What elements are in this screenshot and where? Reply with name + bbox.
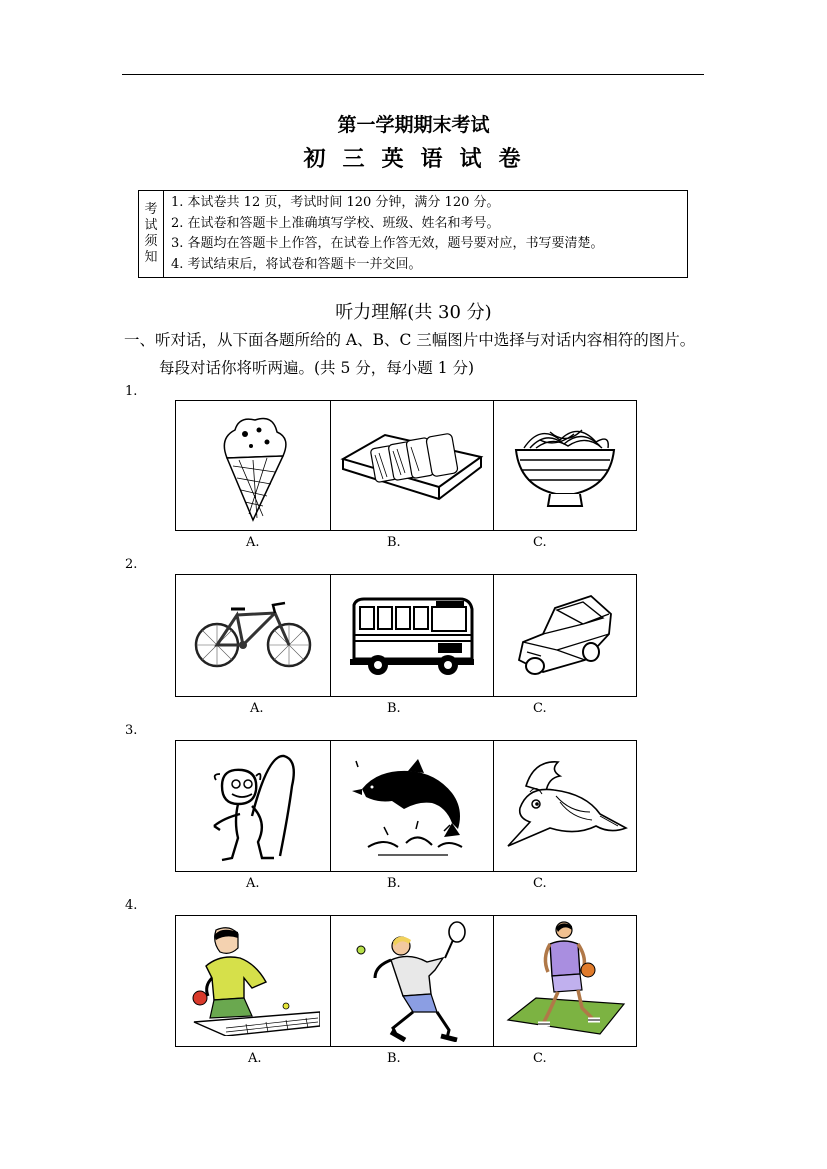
noodles-picture[interactable]: [493, 401, 636, 530]
notice-item: 4. 考试结束后，将试卷和答题卡一并交回。: [171, 256, 422, 272]
option-a-label: A.: [248, 1051, 262, 1066]
ice-cream-picture[interactable]: [176, 401, 330, 530]
noodle-bowl-icon: [510, 418, 620, 514]
section-title: 听力理解(共 30 分): [335, 302, 492, 323]
dolphin-icon: [348, 751, 476, 861]
table-tennis-picture[interactable]: [176, 916, 330, 1046]
section-instruction: 一、听对话，从下面各题所给的 A、B、C 三幅图片中选择与对话内容相符的图片。: [124, 331, 696, 349]
question-3-pictures: [175, 740, 637, 872]
option-b-label: B.: [387, 1051, 401, 1066]
notice-label-char: 试: [144, 218, 158, 233]
option-a-label: A.: [250, 701, 264, 716]
notice-item: 1. 本试卷共 12 页，考试时间 120 分钟，满分 120 分。: [171, 195, 500, 210]
question-number: 1.: [125, 384, 138, 399]
tennis-player-icon: [353, 920, 471, 1042]
exam-title: 第一学期期末考试: [337, 114, 490, 136]
exam-subtitle: 初三英语试卷: [303, 146, 538, 172]
bread-slices-icon: [339, 421, 485, 511]
bus-picture[interactable]: [330, 575, 493, 696]
bird-icon: [500, 756, 630, 856]
dolphin-picture[interactable]: [330, 741, 493, 871]
ice-cream-icon: [213, 408, 293, 524]
bread-picture[interactable]: [330, 401, 493, 530]
tennis-picture[interactable]: [330, 916, 493, 1046]
notice-list: [164, 191, 687, 277]
bicycle-icon: [193, 601, 313, 671]
notice-label-char: 考: [144, 202, 158, 217]
option-b-label: B.: [387, 876, 401, 891]
question-number: 4.: [125, 898, 138, 913]
notice-item: 3. 各题均在答题卡上作答，在试卷上作答无效，题号要对应，书写要清楚。: [171, 236, 604, 251]
question-number: 3.: [125, 723, 138, 738]
car-picture[interactable]: [493, 575, 636, 696]
table-tennis-player-icon: [186, 926, 320, 1036]
exam-notice-box: [138, 190, 688, 278]
notice-label: [139, 191, 164, 277]
basketball-picture[interactable]: [493, 916, 636, 1046]
option-a-label: A.: [246, 535, 260, 550]
header-rule: [122, 74, 704, 75]
question-number: 2.: [125, 557, 138, 572]
option-c-label: C.: [533, 876, 547, 891]
option-c-label: C.: [533, 1051, 547, 1066]
car-icon: [513, 590, 617, 682]
option-a-label: A.: [246, 876, 260, 891]
notice-item: 2. 在试卷和答题卡上准确填写学校、班级、姓名和考号。: [171, 215, 500, 231]
section-instruction-cont: 每段对话你将听两遍。(共 5 分，每小题 1 分): [159, 359, 475, 377]
option-b-label: B.: [387, 535, 401, 550]
question-4-pictures: [175, 915, 637, 1047]
question-1-pictures: [175, 400, 637, 531]
basketball-player-icon: [502, 920, 628, 1042]
notice-label-char: 须: [144, 234, 158, 249]
bicycle-picture[interactable]: [176, 575, 330, 696]
option-c-label: C.: [533, 701, 547, 716]
option-b-label: B.: [387, 701, 401, 716]
monkey-icon: [208, 746, 298, 866]
option-c-label: C.: [533, 535, 547, 550]
question-2-pictures: [175, 574, 637, 697]
bus-icon: [348, 595, 476, 677]
monkey-picture[interactable]: [176, 741, 330, 871]
notice-label-char: 知: [144, 250, 158, 265]
bird-picture[interactable]: [493, 741, 636, 871]
